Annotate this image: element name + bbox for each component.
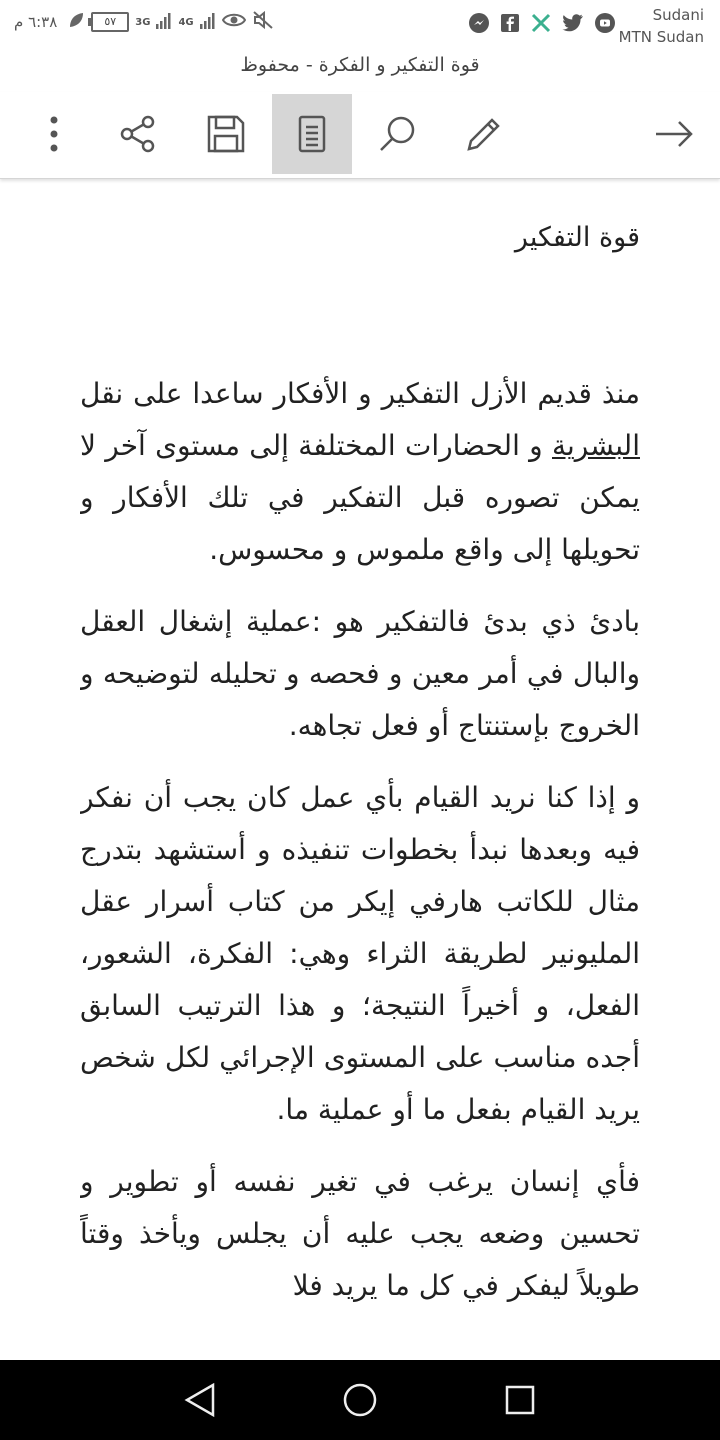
document-title: قوة التفكير و الفكرة - محفوظ [240, 54, 480, 76]
nav-back-button[interactable] [180, 1380, 220, 1420]
toolbar [0, 92, 720, 179]
battery-level: ٥٧ [104, 15, 117, 28]
notification-icons [468, 12, 616, 38]
paragraph-1-underlined-word: البشرية [552, 429, 640, 462]
carrier-line-1: Sudani [652, 6, 704, 24]
signal-icon-1 [156, 11, 172, 33]
nav-recents-button[interactable] [500, 1380, 540, 1420]
carrier-name [619, 4, 704, 48]
carrier-line-2: MTN Sudan [618, 28, 704, 46]
messenger-icon [468, 12, 490, 38]
paragraph-3: و إذا كنا نريد القيام بأي عمل كان يجب أن نفكر فيه وبعدها نبدأ بخطوات تنفيذه و أستشهد بتدرج مثال للكاتب هارفي إيكر من كتاب أسرار عقل المليونير لطريقة الثراء وهي: الفكرة، الشعور، الفعل، و أخيراً النتيجة؛ و هذا الترتيب السابق أجده مناسب على المستوى الإجرائي لكل شخص يريد القيام بفعل ما أو عملية ما. [80, 781, 640, 1126]
eye-icon [222, 11, 246, 33]
twitter-icon [562, 13, 584, 37]
app-x-icon [530, 12, 552, 38]
back-triangle-icon [183, 1382, 217, 1418]
network-type-1: 3G [135, 16, 151, 28]
arrow-right-icon [654, 119, 694, 149]
edit-button[interactable] [444, 94, 524, 174]
battery-icon [91, 12, 129, 32]
status-bar [0, 0, 720, 50]
document-icon [297, 114, 327, 154]
save-icon [206, 114, 246, 154]
mute-icon [252, 10, 274, 34]
share-button[interactable] [98, 94, 178, 174]
clock: ٦:٣٨ م [14, 13, 58, 31]
paragraph-4: فأي إنسان يرغب في تغير نفسه أو تطوير و تحسين وضعه يجب عليه أن يجلس ويأخذ وقتاً طويلاً ليفكر في كل ما يريد فلا [80, 1165, 640, 1302]
share-icon [118, 114, 158, 154]
paragraph-1 [80, 368, 640, 576]
home-circle-icon [342, 1382, 378, 1418]
facebook-icon [500, 13, 520, 37]
signal-icon-2 [200, 11, 216, 33]
search-button[interactable] [358, 94, 438, 174]
youtube-icon [594, 12, 616, 38]
paragraph-1-text-b: و الحضارات المختلفة إلى مستوى آخر لا يمكن تصوره قبل التفكير في تلك الأفكار و تحويلها إلى واقع ملموس و محسوس. [80, 429, 640, 566]
recents-square-icon [504, 1384, 536, 1416]
document-heading: قوة التفكير [514, 222, 640, 253]
pencil-icon [464, 114, 504, 154]
nav-home-button[interactable] [340, 1380, 380, 1420]
paragraph-2: بادئ ذي بدئ فالتفكير هو :عملية إشغال العقل والبال في أمر معين و فحصه و تحليله لتوضيحه و الخروج بإستنتاج أو فعل تجاهه. [80, 605, 640, 742]
system-status-icons [14, 10, 274, 34]
save-button[interactable] [186, 94, 266, 174]
leaf-icon [67, 11, 85, 33]
more-vert-icon [49, 114, 59, 154]
document-content [80, 184, 640, 1360]
more-options-button[interactable] [14, 94, 94, 174]
back-button[interactable] [634, 94, 714, 174]
reading-mode-button[interactable] [272, 94, 352, 174]
network-type-2: 4G [178, 16, 194, 28]
navigation-bar [0, 1360, 720, 1440]
paragraph-1-text-a: منذ قديم الأزل التفكير و الأفكار ساعدا على نقل [80, 377, 640, 410]
search-icon [378, 114, 418, 154]
